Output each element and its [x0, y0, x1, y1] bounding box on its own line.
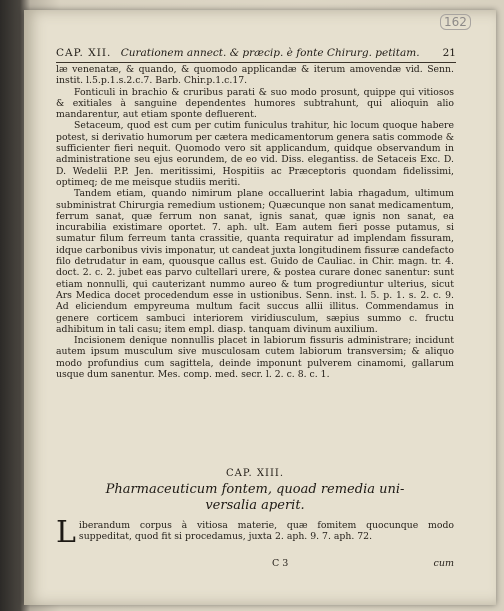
paragraph-setaceum: Setaceum, quod est cum per cutim funiculus trahitur, hic locum quoque habere potest, si derivatio humorum per cætera medicamentorum genera satis commode & sufficienter fieri nequit. Quomodo vero sit applicandum, quidque observandum in administratione seu ejus eorundem, de eo vid. Diss. elegantiss. de Setaceis Exc. D. D. Wedelii P.P. Jen. meritissimi, Hospitiis ac Præceptoris quondam fidelissimi, optimeq; de me meisque studiis meriti. — [56, 120, 454, 188]
paragraph-ustio: Tandem etiam, quando nimirum plane occalluerint labia rhagadum, ultimum subministrat Chirurgia remedium ustionem; Quæcunque non sanat medicamentum, ferrum sanat, quæ ferrum non sanat, ignis sanat, quæ ignis non sanat, ea incurabilia existimare oportet. 7. aph. ult. Eam autem fieri posse putamus, si sumatur filum ferreum tanta crassitie, quanta requiratur ad implendam fissuram, idque carbonibus vivis imponatur, ut candeat juxta longitudinem fissuræ candefacto filo detrudatur in eam, quousque callus est. Guido de Cauliac. in Chir. magn. tr. 4. doct. 2. c. 2. jubet eas parvo cultellari urere, & postea curare donec sanentur: sunt etiam nonnulli, qui cauterizant nummo aureo & tum progrediuntur ulterius, sicut Ars Medica docet procedendum esse in ustionibus. Senn. inst. l. 5. p. 1. s. 2. c. 9. Ad eliciendum empyreuma multum facit succus allii illitus. Commendamus in genere corticem sambuci interiorem viridiusculum, sæpius summo c. fructu adhibitum in tali casu; item empl. diasp. tanquam divinum auxilium. — [56, 188, 454, 335]
chapter-13-text: iberandum corpus à vitiosa materie, quæ fomitem quocunque modo suppeditat, quod fit si procedamus, juxta 2. aph. 9. 7. aph. 72. — [78, 520, 454, 543]
catchword: cum — [433, 558, 454, 569]
running-header — [56, 46, 456, 63]
pencil-folio-note: 162 — [440, 14, 471, 30]
chapter-13-title-line1: Pharmaceuticum fontem, quoad remedia uni- — [105, 482, 405, 497]
header-chapter: CAP. XII. — [56, 47, 112, 59]
signature-mark: C 3 — [272, 558, 289, 569]
paragraph-continuation: læ venenatæ, & quando, & quomodo applicandæ & iterum amovendæ vid. Senn. instit. l.5.p.1.s.2.c.7. Barb. Chir.p.1.c.17. — [56, 64, 454, 87]
drop-cap: L — [56, 515, 76, 550]
chapter-13-title — [56, 482, 454, 514]
paragraph-incisio: Incisionem denique nonnullis placet in labiorum fissuris administrare; incidunt autem ipsum musculum sive musculosam cutem labiorum transversim; & aliquo modo profundius cum sagittela, deinde imponunt pulverem cinamomi, gallarum usque dum sanentur. Mes. comp. med. secr. l. 2. c. 8. c. 1. — [56, 335, 454, 381]
header-running-title: Curationem annect. & præcip. è fonte Chirurg. petitam. — [120, 47, 420, 59]
chapter-13-first-paragraph — [56, 515, 454, 550]
paragraph-fonticuli: Fonticuli in brachio & cruribus parati & suo modo prosunt, quippe qui vitiosos & exitiales à sanguine dependentes humores subtrahunt, qui alioquin alio mandarentur, aut etiam sponte defluerent. — [56, 86, 454, 121]
chapter-13-heading: CAP. XIII. — [225, 468, 285, 479]
chapter-13-title-line2: versalia aperit. — [205, 498, 305, 513]
main-text — [56, 64, 454, 380]
page-number: 21 — [442, 47, 456, 59]
page-footer — [56, 558, 454, 570]
